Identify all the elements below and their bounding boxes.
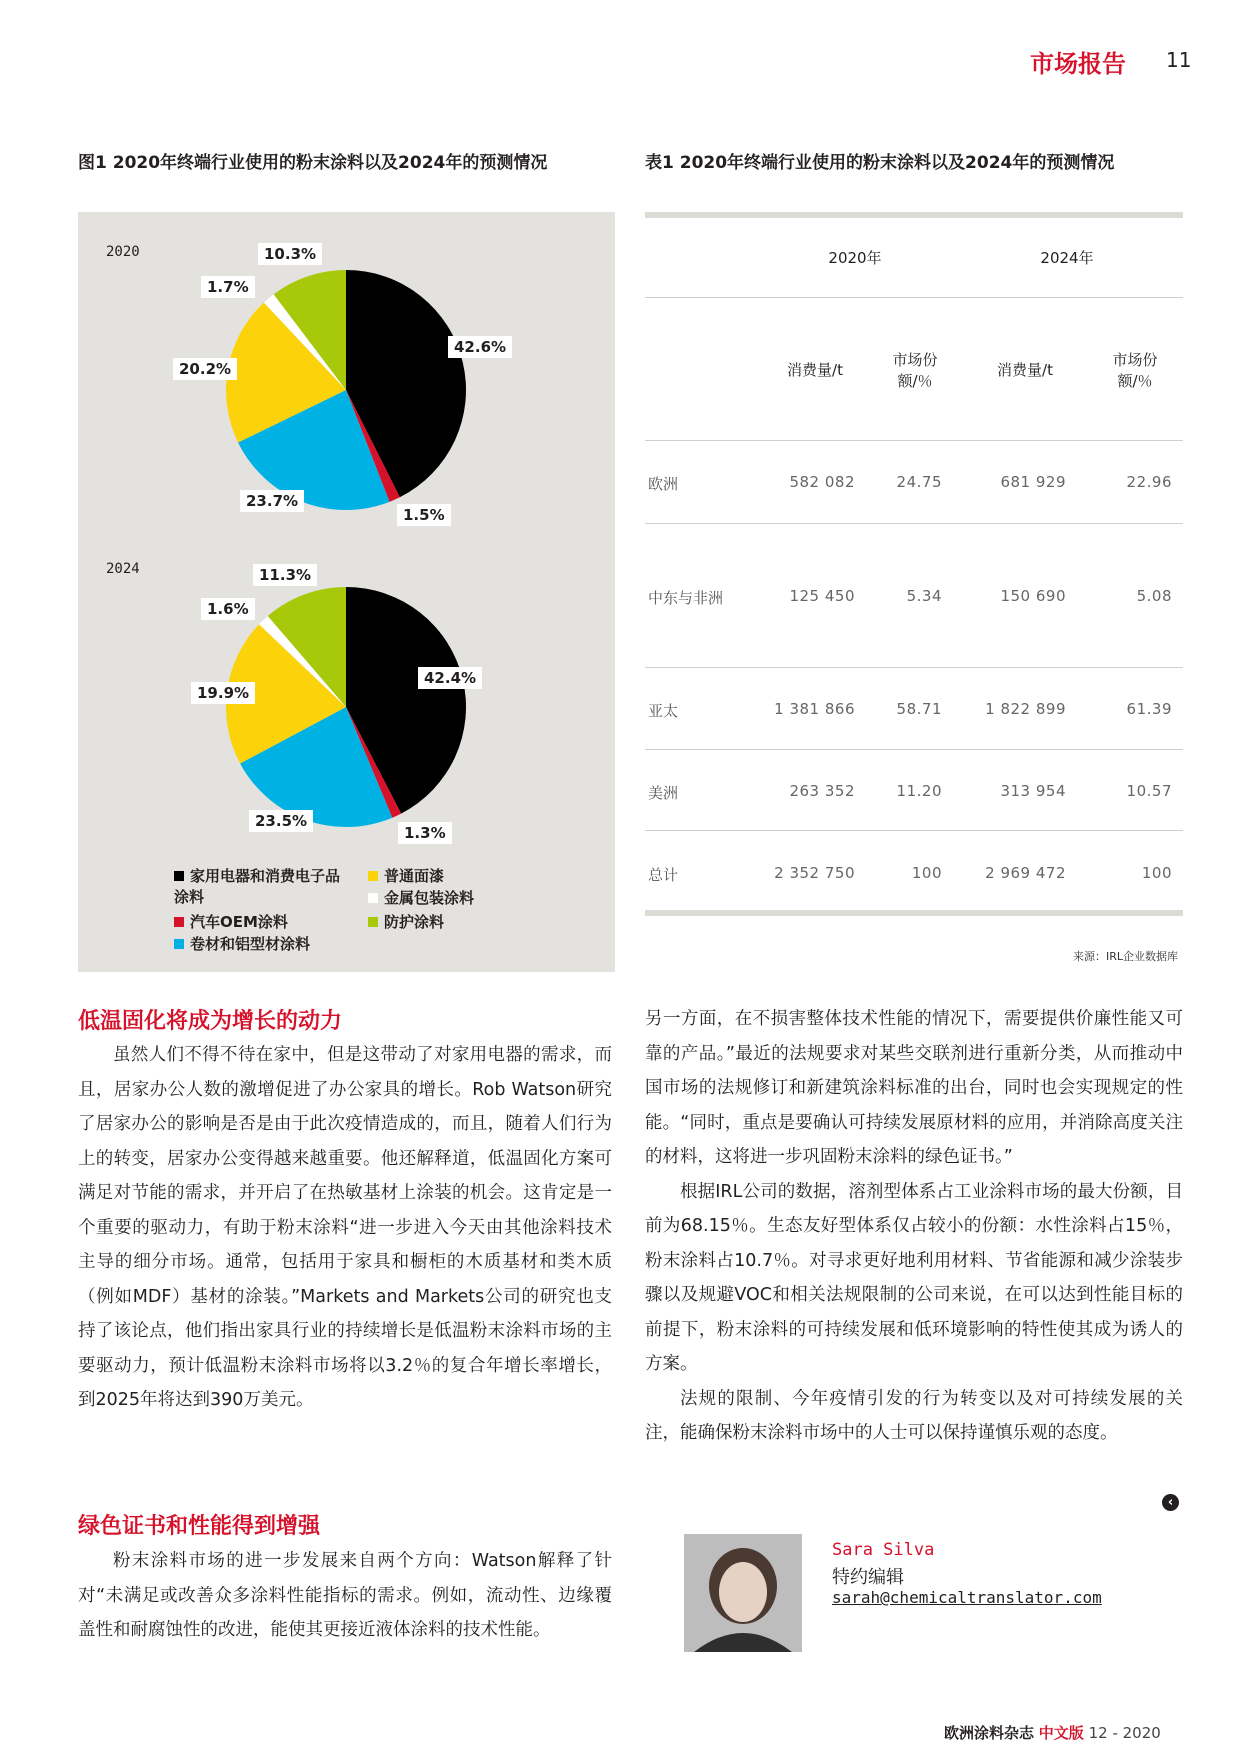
table-top-rule <box>645 212 1183 218</box>
section-title: 市场报告 <box>1030 50 1126 78</box>
table-cell: 5.08 <box>1136 587 1172 605</box>
table-source: 来源：IRL企业数据库 <box>1072 950 1178 963</box>
table-bottom-rule <box>645 910 1183 916</box>
table-col-consumption-2020: 消费量/t <box>787 361 843 379</box>
table-cell: 1 381 866 <box>774 700 855 718</box>
paragraph: 粉末涂料市场的进一步发展来自两个方向：Watson解释了针对“未满足或改善众多涂料性能指标的需求。例如，流动性、边缘覆盖性和耐腐蚀性的改进，能使其更接近液体涂料的技术性能。 <box>78 1551 612 1640</box>
legend-swatch <box>174 917 184 927</box>
table-header-2020: 2020年 <box>828 249 882 267</box>
author-name: Sara Silva <box>832 1540 935 1560</box>
table-rule <box>645 523 1183 524</box>
table-rule <box>645 830 1183 831</box>
table-cell: 58.71 <box>896 700 942 718</box>
table-cell: 313 954 <box>1000 782 1066 800</box>
table-rule <box>645 297 1183 298</box>
table-col-share-2024: 市场份 额/％ <box>1112 351 1158 390</box>
legend-label: 卷材和铝型材涂料 <box>190 935 311 953</box>
legend-swatch <box>368 893 378 903</box>
footer-edition: 中文版 <box>1038 1724 1084 1742</box>
paragraph: 另一方面，在不损害整体技术性能的情况下，需要提供价廉性能又可靠的产品。”最近的法规要求对某些交联剂进行重新分类，从而推动中国市场的法规修订和新建筑涂料标准的出台，同时也会实现规定的性能。“同时，重点是要确认可持续发展原材料的应用，并消除高度关注的材料，这将进一步巩固粉末涂料的绿色证书。” <box>645 1009 1183 1167</box>
paragraph: 法规的限制、今年疫情引发的行为转变以及对可持续发展的关注，能确保粉末涂料市场中的人士可以保持谨慎乐观的态度。 <box>645 1388 1183 1443</box>
legend-item-general <box>368 866 444 887</box>
table-row-label: 中东与非洲 <box>648 589 724 607</box>
legend-label: 普通面漆 <box>384 867 445 885</box>
portrait-image <box>684 1534 802 1652</box>
table-cell: 100 <box>1141 864 1172 882</box>
paragraph: 虽然人们不得不待在家中，但是这带动了对家用电器的需求，而且，居家办公人数的激增促进了办公家具的增长。Rob Watson研究了居家办公的影响是否是由于此次疫情造成的，而且，随着人们行为上的转变，居家办公变得越来越重要。他还解释道，低温固化方案可满足对节能的需求，并开启了在热敏基材上涂装的机会。这肯定是一个重要的驱动力，有助于粉末涂料“进一步进入今天由其他涂料技术主导的细分市场。通常，包括用于家具和橱柜的木质基材和类木质（例如MDF）基材的涂装。”Markets and Markets公司的研究也支持了该论点，他们指出家具行业的持续增长是低温粉末涂料市场的主要驱动力，预计低温粉末涂料市场将以3.2％的复合年增长率增长，到2025年将达到390万美元。 <box>78 1045 612 1410</box>
section-1-body <box>78 1038 612 1418</box>
table-cell: 24.75 <box>896 473 942 491</box>
table-col-share-2020: 市场份 额/％ <box>892 351 938 390</box>
table-cell: 125 450 <box>789 587 855 605</box>
table-rule <box>645 440 1183 441</box>
table-cell: 150 690 <box>1000 587 1066 605</box>
right-column-body <box>645 1002 1183 1451</box>
author-email-link[interactable]: sarah@chemicaltranslator.com <box>832 1588 1102 1607</box>
page-number: 11 <box>1166 48 1192 72</box>
table-rule <box>645 667 1183 668</box>
table-cell: 2 352 750 <box>774 864 855 882</box>
table-cell: 22.96 <box>1126 473 1172 491</box>
table-cell: 10.57 <box>1126 782 1172 800</box>
legend-label: 金属包装涂料 <box>384 889 475 907</box>
author-photo <box>684 1534 802 1652</box>
pie-label: 19.9% <box>191 682 255 704</box>
table-row-label: 总计 <box>648 866 679 884</box>
footer-magazine: 欧洲涂料杂志 <box>944 1724 1035 1742</box>
pie-label: 42.6% <box>448 336 512 358</box>
pie-label: 11.3% <box>253 564 317 586</box>
legend-item-protective <box>368 912 444 933</box>
table-header-2024: 2024年 <box>1040 249 1094 267</box>
legend-item-auto-oem <box>174 912 288 933</box>
legend-swatch <box>368 917 378 927</box>
table-row-label: 美洲 <box>648 784 679 802</box>
pie-label: 42.4% <box>418 667 482 689</box>
table-row-label: 欧洲 <box>648 475 679 493</box>
legend-label: 防护涂料 <box>384 913 445 931</box>
pie-label: 1.5% <box>397 504 451 526</box>
author-role: 特约编辑 <box>832 1567 904 1588</box>
pie-label: 1.3% <box>398 822 452 844</box>
pie-label: 23.7% <box>240 490 304 512</box>
section-2-body <box>78 1544 612 1648</box>
table-cell: 681 929 <box>1000 473 1066 491</box>
paragraph: 根据IRL公司的数据，溶剂型体系占工业涂料市场的最大份额，目前为68.15％。生态友好型体系仅占较小的份额：水性涂料占15％，粉末涂料占10.7％。对寻求更好地利用材料、节省能源和减少涂装步骤以及规避VOC和相关法规限制的公司来说，在可以达到性能目标的前提下，粉末涂料的可持续发展和低环境影响的特性使其成为诱人的方案。 <box>645 1181 1183 1374</box>
table-caption: 表1 2020年终端行业使用的粉末涂料以及2024年的预测情况 <box>645 153 1115 173</box>
table-cell: 1 822 899 <box>985 700 1066 718</box>
pie-year-2024: 2024 <box>106 561 140 577</box>
legend-item-packaging <box>368 888 474 909</box>
section-heading-1: 低温固化将成为增长的动力 <box>78 1009 343 1034</box>
figure-caption: 图1 2020年终端行业使用的粉末涂料以及2024年的预测情况 <box>78 153 548 173</box>
legend-swatch <box>174 871 184 881</box>
pie-label: 1.7% <box>201 276 255 298</box>
table-col-consumption-2024: 消费量/t <box>997 361 1053 379</box>
table-cell: 100 <box>911 864 942 882</box>
table-rule <box>645 749 1183 750</box>
back-arrow-icon[interactable]: ‹ <box>1162 1494 1179 1511</box>
table-cell: 5.34 <box>906 587 942 605</box>
footer-issue: 12 - 2020 <box>1088 1724 1161 1742</box>
footer <box>944 1722 1161 1743</box>
table-cell: 263 352 <box>789 782 855 800</box>
figure-panel <box>78 212 615 972</box>
table-cell: 582 082 <box>789 473 855 491</box>
pie-label: 1.6% <box>201 598 255 620</box>
pie-year-2020: 2020 <box>106 244 140 260</box>
pie-label: 10.3% <box>258 243 322 265</box>
legend-item-coil <box>174 934 310 955</box>
legend-swatch <box>174 939 184 949</box>
table-cell: 61.39 <box>1126 700 1172 718</box>
table-cell: 11.20 <box>896 782 942 800</box>
section-heading-2: 绿色证书和性能得到增强 <box>78 1514 321 1539</box>
table-cell: 2 969 472 <box>985 864 1066 882</box>
legend-item-appliances <box>174 866 349 908</box>
pie-label: 20.2% <box>173 358 237 380</box>
legend-swatch <box>368 871 378 881</box>
legend-label: 家用电器和消费电子品涂料 <box>174 867 341 906</box>
legend-label: 汽车OEM涂料 <box>190 913 288 931</box>
pie-label: 23.5% <box>249 810 313 832</box>
table-row-label: 亚太 <box>648 702 679 720</box>
